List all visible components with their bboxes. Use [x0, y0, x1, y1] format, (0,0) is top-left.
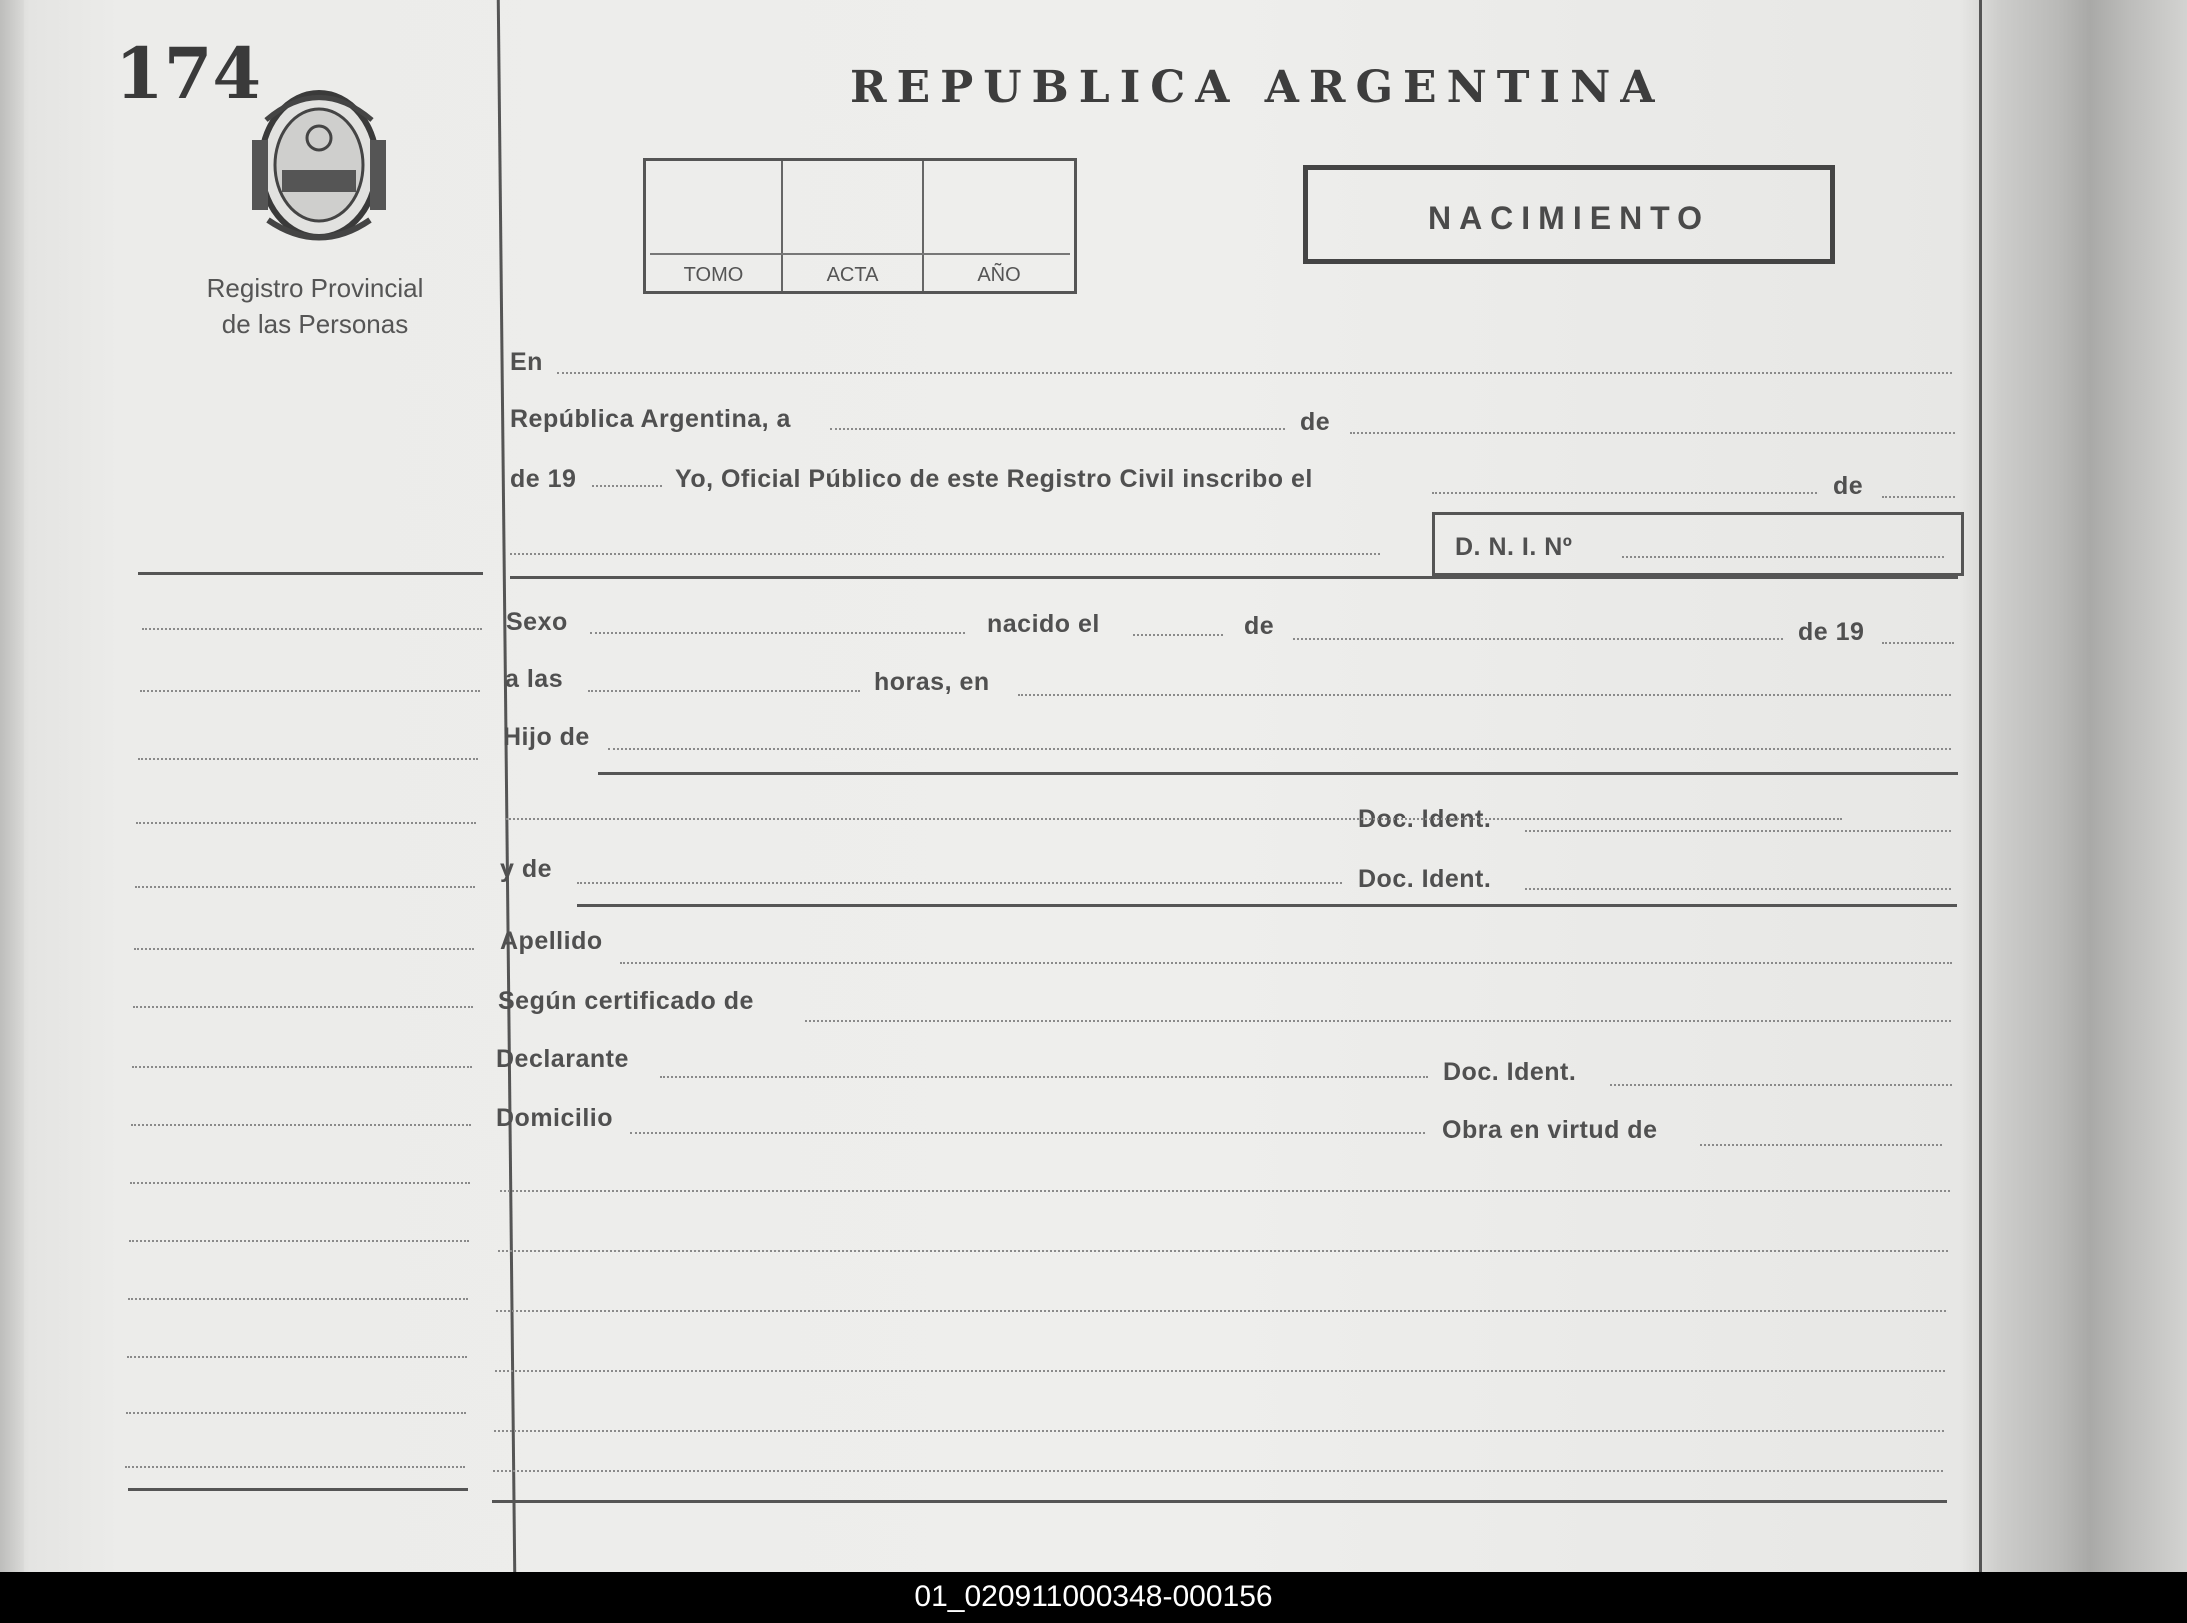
field-line [1882, 642, 1954, 644]
margin-line [135, 886, 475, 888]
index-box [643, 158, 1077, 294]
registry-line-1: Registro Provincial [206, 273, 424, 303]
field-line [830, 428, 1285, 430]
caption-bar [0, 1572, 2187, 1623]
page-edge [0, 0, 24, 1572]
field-line [1610, 1084, 1952, 1086]
record-type-box [1303, 165, 1835, 264]
label-sexo: Sexo [506, 608, 568, 636]
field-line [1882, 496, 1955, 498]
field-line [805, 1020, 1951, 1022]
margin-line [140, 690, 480, 692]
field-line [588, 690, 860, 692]
margin-line [131, 1124, 471, 1126]
margin-line [129, 1240, 469, 1242]
label-de-b: de [1833, 472, 1864, 500]
country-title: REPUBLICA ARGENTINA [850, 62, 1665, 113]
index-baseline [650, 253, 1070, 255]
label-segun: Según certificado de [498, 987, 754, 1015]
field-line [1350, 432, 1955, 434]
label-docident-1: Doc. Ident. [1358, 805, 1492, 833]
margin-line [134, 948, 474, 950]
field-line [1700, 1144, 1942, 1146]
label-domicilio: Domicilio [496, 1104, 614, 1132]
margin-line [142, 628, 482, 630]
label-apellido: Apellido [500, 927, 603, 955]
provincial-seal-icon [248, 80, 390, 245]
margin-rule [128, 1488, 468, 1491]
label-de19: de 19 [510, 465, 577, 493]
margin-line [138, 758, 478, 760]
dni-box [1432, 512, 1964, 576]
label-obra: Obra en virtud de [1442, 1116, 1658, 1144]
field-line [660, 1076, 1428, 1078]
field-line [620, 962, 1952, 964]
record-type: NACIMIENTO [1427, 200, 1711, 236]
margin-line [126, 1412, 466, 1414]
margin-line [130, 1182, 470, 1184]
margin-line [133, 1006, 473, 1008]
registry-line-2: de las Personas [221, 309, 409, 339]
field-line [510, 553, 1380, 555]
notes-line [496, 1310, 1946, 1312]
folio-number: 174 [115, 32, 262, 115]
label-oficial: Yo, Oficial Público de este Registro Civil inscribo el [675, 465, 1313, 493]
section-rule [510, 576, 1958, 579]
field-line [506, 818, 1842, 820]
notes-line [500, 1190, 1950, 1192]
right-margin-rule [1979, 0, 1982, 1572]
field-line [1525, 830, 1951, 832]
label-en: En [510, 348, 543, 376]
field-line [1293, 638, 1783, 640]
field-line [630, 1132, 1425, 1134]
index-caption-tomo: TOMO [683, 264, 744, 286]
field-line [1525, 888, 1951, 890]
margin-line [127, 1356, 467, 1358]
label-hijo: Hijo de [503, 723, 590, 751]
label-de-c: de [1244, 612, 1275, 640]
field-line [557, 372, 1952, 374]
margin-line [136, 822, 476, 824]
index-caption-acta: ACTA [826, 264, 879, 286]
label-nacido: nacido el [987, 610, 1100, 638]
label-republica: República Argentina, a [510, 405, 791, 433]
field-line [1133, 634, 1223, 636]
margin-line [132, 1066, 472, 1068]
margin-line [128, 1298, 468, 1300]
label-alas: a las [505, 665, 564, 693]
notes-line [494, 1430, 1944, 1432]
label-declarante: Declarante [496, 1045, 629, 1073]
index-caption-anio: AÑO [977, 264, 1021, 286]
registry-name [160, 270, 470, 342]
field-line [1622, 556, 1944, 558]
image-id-caption: 01_020911000348-000156 [914, 1580, 1273, 1613]
notes-line [493, 1470, 1943, 1472]
section-rule [577, 904, 1957, 907]
field-line [608, 748, 1951, 750]
field-line [1018, 694, 1951, 696]
margin-line [125, 1466, 465, 1468]
label-docident-2: Doc. Ident. [1358, 865, 1492, 893]
notes-line [495, 1370, 1945, 1372]
left-margin-rule [497, 0, 516, 1572]
label-yde: y de [500, 855, 553, 883]
label-horas: horas, en [874, 668, 990, 696]
label-de-a: de [1300, 408, 1331, 436]
section-rule [598, 772, 1958, 775]
form-bottom-rule [492, 1500, 1947, 1503]
margin-rule [138, 572, 483, 575]
label-dni: D. N. I. Nº [1455, 533, 1573, 561]
field-line [590, 632, 965, 634]
label-de19-b: de 19 [1798, 618, 1865, 646]
field-line [577, 882, 1342, 884]
field-line [1432, 492, 1817, 494]
notes-line [498, 1250, 1948, 1252]
field-line [592, 485, 662, 487]
label-docident-3: Doc. Ident. [1443, 1058, 1577, 1086]
